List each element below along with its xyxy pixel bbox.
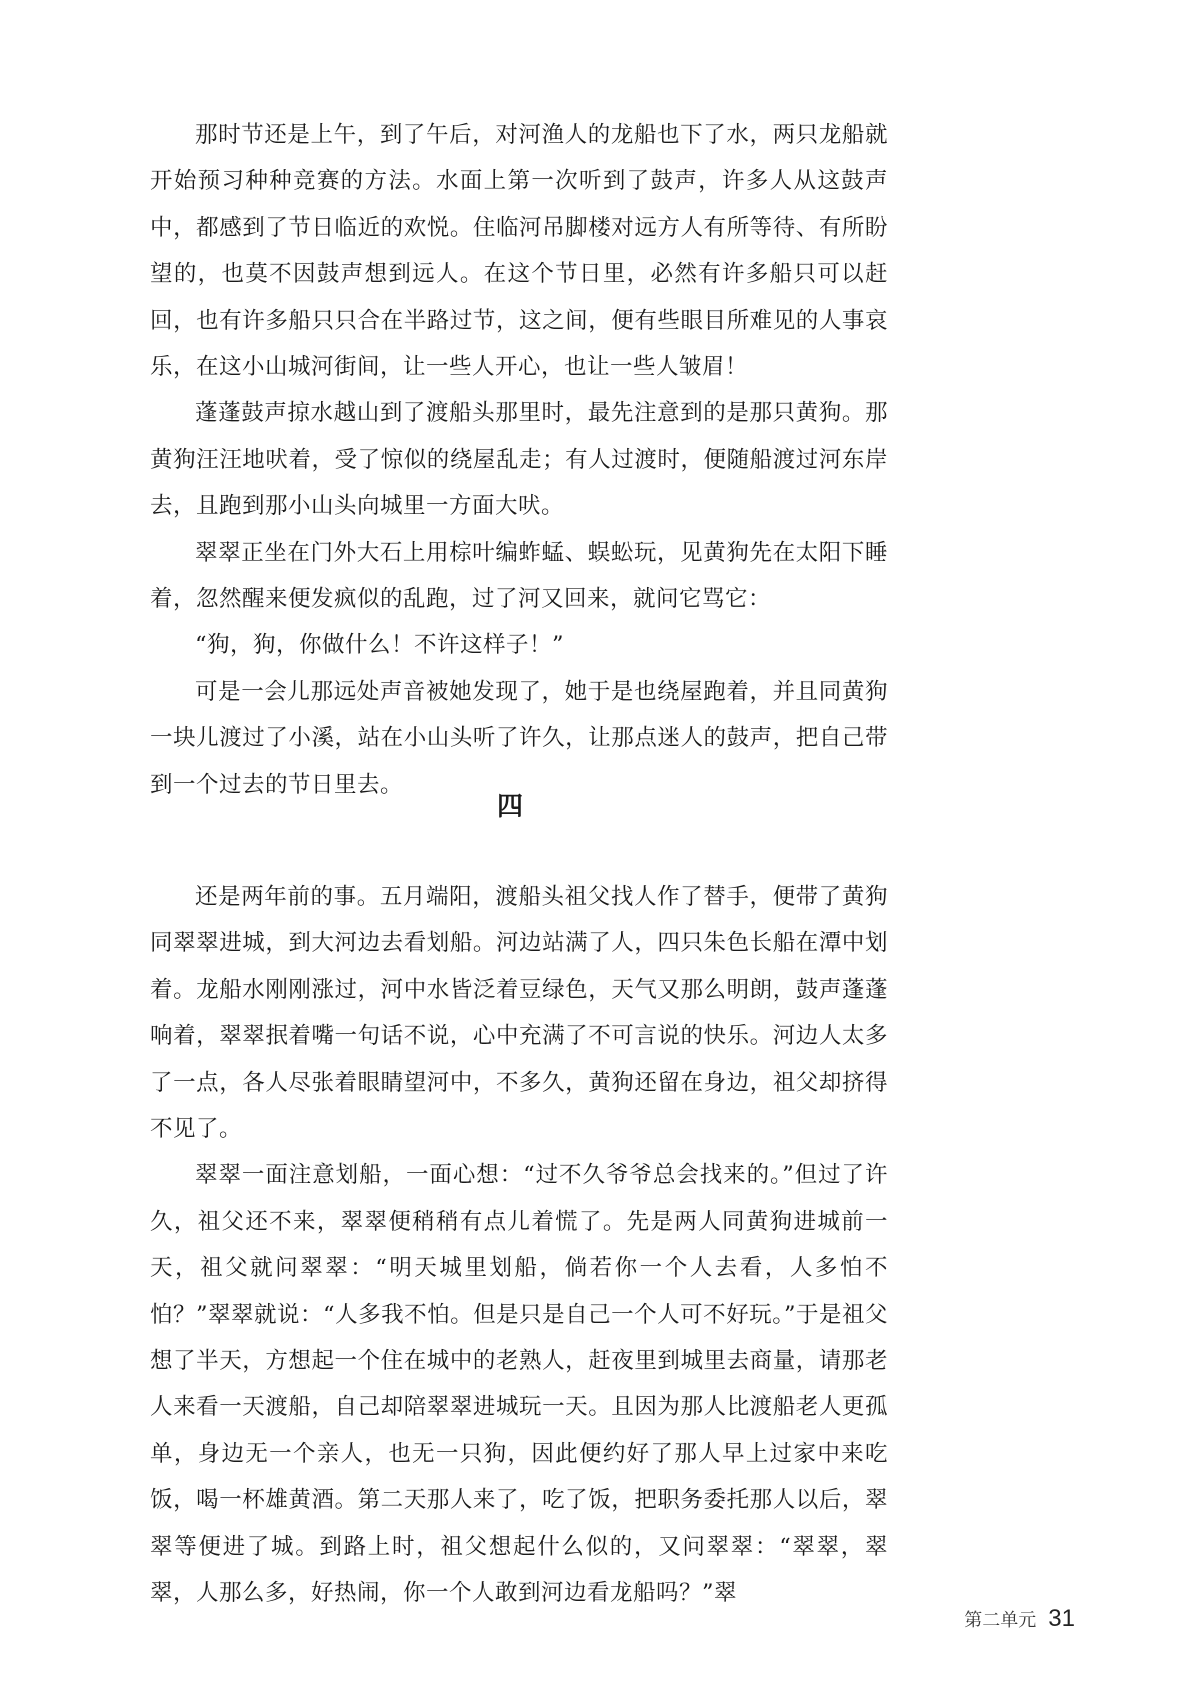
chapter-heading: 四: [496, 792, 523, 822]
paragraph: 那时节还是上午，到了午后，对河渔人的龙船也下了水，两只龙船就开始预习种种竞赛的方法。水面上第一次听到了鼓声，许多人从这鼓声中，都感到了节日临近的欢悦。住临河吊脚楼对远方人有所等待、有所盼望的，也莫不因鼓声想到远人。在这个节日里，必然有许多船只可以赶回，也有许多船只只合在半路过节，这之间，便有些眼目所难见的人事哀乐，在这小山城河街间，让一些人开心，也让一些人皱眉！: [150, 122, 888, 381]
paragraph: 翠翠正坐在门外大石上用棕叶编蚱蜢、蜈蚣玩，见黄狗先在太阳下睡着，忽然醒来便发疯似的乱跑，过了河又回来，就问它骂它：: [150, 539, 888, 613]
page-footer: [964, 1605, 1075, 1633]
paragraph: 可是一会儿那远处声音被她发现了，她于是也绕屋跑着，并且同黄狗一块儿渡过了小溪，站在小山头听了许久，让那点迷人的鼓声，把自己带到一个过去的节日里去。: [150, 678, 888, 798]
paragraph: “狗，狗，你做什么！不许这样子！”: [195, 632, 565, 659]
page-number: 31: [1048, 1605, 1075, 1632]
paragraph: 蓬蓬鼓声掠水越山到了渡船头那里时，最先注意到的是那只黄狗。那黄狗汪汪地吠着，受了惊似的绕屋乱走；有人过渡时，便随船渡过河东岸去，且跑到那小山头向城里一方面大吠。: [150, 400, 888, 520]
text-section-2: [150, 874, 888, 1617]
unit-label: 第二单元: [964, 1610, 1037, 1631]
paragraph: 还是两年前的事。五月端阳，渡船头祖父找人作了替手，便带了黄狗同翠翠进城，到大河边去看划船。河边站满了人，四只朱色长船在潭中划着。龙船水刚刚涨过，河中水皆泛着豆绿色，天气又那么明朗，鼓声蓬蓬响着，翠翠抿着嘴一句话不说，心中充满了不可言说的快乐。河边人太多了一点，各人尽张着眼睛望河中，不多久，黄狗还留在身边，祖父却挤得不见了。: [150, 884, 888, 1143]
text-section-1: [150, 112, 888, 808]
paragraph: 翠翠一面注意划船，一面心想：“过不久爷爷总会找来的。”但过了许久，祖父还不来，翠翠便稍稍有点儿着慌了。先是两人同黄狗进城前一天，祖父就问翠翠：“明天城里划船，倘若你一个人去看，人多怕不怕？”翠翠就说：“人多我不怕。但是只是自己一个人可不好玩。”于是祖父想了半天，方想起一个住在城中的老熟人，赶夜里到城里去商量，请那老人来看一天渡船，自己却陪翠翠进城玩一天。且因为那人比渡船老人更孤单，身边无一个亲人，也无一只狗，因此便约好了那人早上过家中来吃饭，喝一杯雄黄酒。第二天那人来了，吃了饭，把职务委托那人以后，翠翠等便进了城。到路上时，祖父想起什么似的，又问翠翠：“翠翠，翠翠，人那么多，好热闹，你一个人敢到河边看龙船吗？”翠: [150, 1162, 888, 1607]
